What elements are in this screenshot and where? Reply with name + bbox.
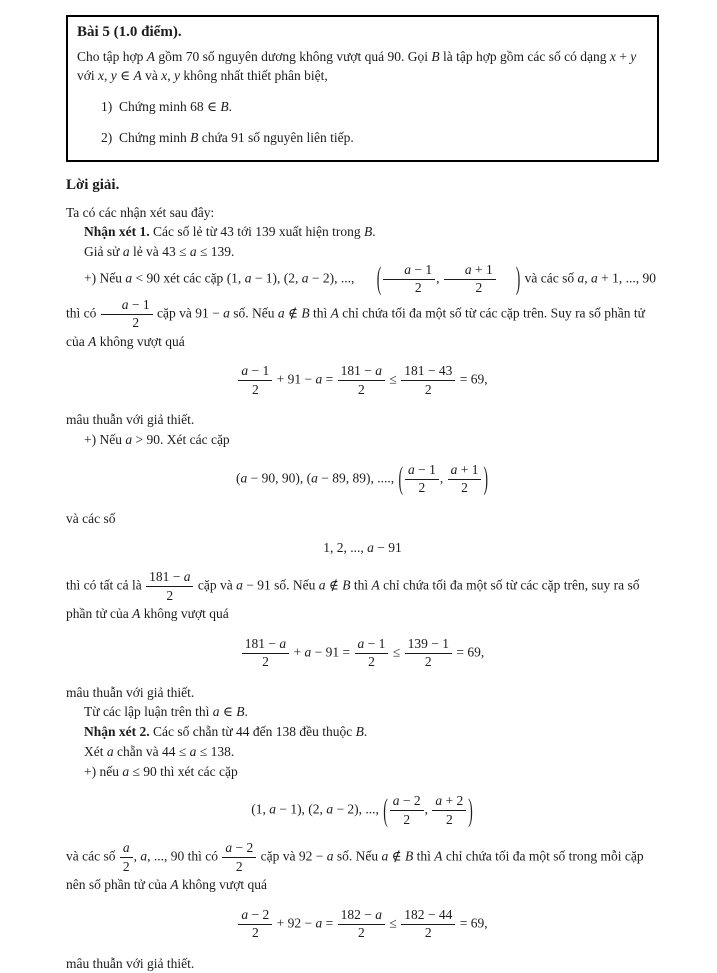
text-run: .	[372, 224, 376, 240]
math-run: 92 − a	[298, 848, 334, 864]
paragraph	[66, 242, 659, 262]
paragraph	[66, 683, 659, 703]
math-run: + 92 − a =	[273, 915, 337, 931]
fraction	[400, 907, 456, 942]
big-paren: )	[515, 260, 521, 297]
text-run: chỉ chứa tối đa một số trong mỗi cặp nên số phần tử của	[66, 848, 644, 893]
math-run: a	[122, 244, 130, 260]
fraction-numerator: a − 1	[355, 636, 389, 654]
problem-box	[66, 15, 659, 162]
paragraph	[66, 569, 659, 624]
math-run: B	[190, 130, 199, 146]
math-run: = 69,	[452, 644, 485, 660]
paragraph	[66, 702, 659, 722]
text-run: .	[228, 99, 232, 115]
fraction-numerator: 139 − 1	[405, 636, 452, 654]
math-run: B	[431, 49, 440, 64]
fraction-denominator: 2	[424, 654, 432, 670]
paragraph	[66, 762, 659, 782]
text-run: Cho tập hợp	[77, 49, 147, 64]
fraction	[241, 636, 290, 671]
fraction-numerator: a − 2	[238, 907, 272, 925]
math-run: a > 90	[125, 431, 160, 447]
fraction	[119, 840, 134, 875]
text-run: thì	[350, 577, 372, 593]
text-run: với	[77, 68, 99, 84]
fraction-denominator: 2	[122, 858, 130, 874]
text-run: .	[230, 743, 235, 759]
text-run: cặp và	[153, 305, 196, 321]
fraction-denominator: 2	[461, 480, 468, 496]
fraction	[404, 462, 440, 497]
fraction	[337, 363, 386, 398]
text-run: .	[363, 724, 368, 740]
math-run: A	[88, 333, 97, 349]
fraction-numerator: a − 1	[101, 297, 153, 315]
fraction-numerator: a + 1	[444, 262, 496, 280]
text-run: không vượt quá	[178, 877, 267, 893]
text-run: +) Nếu	[84, 431, 126, 447]
text-run: xét các cặp	[159, 270, 227, 286]
fraction-denominator: 2	[414, 280, 422, 296]
math-run: 43 ≤ a ≤ 139	[162, 244, 232, 260]
display-equation	[66, 636, 659, 671]
math-run: (1, a − 1), (2, a − 2), ...,	[226, 270, 358, 286]
math-run: = 69,	[456, 371, 488, 387]
problem-item	[101, 128, 647, 147]
math-run: 91 − a	[195, 305, 230, 321]
fraction-numerator: 182 − 44	[401, 907, 455, 925]
display-equation	[66, 793, 659, 828]
math-run: a ∈ B	[212, 704, 245, 720]
math-run: a − 91	[236, 577, 271, 593]
math-run: + 91 − a =	[273, 371, 337, 387]
paragraph	[66, 430, 659, 450]
text-run: +) nếu	[84, 763, 123, 779]
fraction-numerator: a − 1	[383, 262, 435, 280]
fraction	[354, 636, 390, 671]
text-run: mâu thuẫn với giả thiết.	[66, 412, 195, 428]
fraction-numerator: a − 1	[405, 462, 439, 480]
fraction-numerator: 181 − a	[242, 636, 289, 654]
text-run: gồm 70 số nguyên dương không vượt quá 90. Gọi	[155, 49, 432, 64]
fraction-denominator: 2	[251, 925, 259, 941]
text-run: lẻ và	[129, 244, 163, 260]
fraction-numerator: a − 2	[390, 793, 424, 811]
text-run: thì có tất cả là	[66, 577, 146, 593]
paragraph	[66, 410, 659, 430]
math-run: ≤	[389, 644, 404, 660]
text-run: Xét	[84, 743, 107, 759]
fraction-numerator: 182 − a	[338, 907, 385, 925]
text-run: và các số	[66, 848, 119, 864]
math-run: a	[106, 743, 114, 759]
fraction	[100, 297, 154, 332]
text-run: và các số	[521, 270, 578, 286]
fraction-numerator: 181 − a	[338, 363, 385, 381]
fraction-denominator: 2	[262, 654, 269, 670]
fraction-denominator: 2	[357, 381, 365, 397]
display-equation	[66, 907, 659, 942]
fraction	[443, 262, 497, 297]
fraction-numerator: a + 2	[432, 793, 466, 811]
text-run: số. Nếu	[333, 848, 382, 864]
text-run: không vượt quá	[140, 606, 229, 622]
math-run: a ∉ B	[318, 577, 351, 593]
text-run: cặp và	[194, 577, 237, 593]
math-run: A	[146, 49, 156, 64]
fraction	[382, 262, 436, 297]
math-run: ≤	[386, 371, 401, 387]
display-equation	[66, 462, 659, 497]
text-run: .	[244, 704, 248, 720]
math-run: B	[363, 224, 373, 240]
math-run: B	[355, 724, 364, 740]
fraction-denominator: 2	[132, 315, 140, 331]
fraction-denominator: 2	[251, 381, 259, 397]
math-run: A	[434, 848, 443, 864]
bold-run: Nhận xét 1.	[84, 224, 150, 240]
fraction-denominator: 2	[424, 925, 432, 941]
text-run: và các số	[66, 510, 116, 526]
fraction	[237, 363, 273, 398]
paragraph	[66, 722, 659, 742]
problem-items	[77, 97, 647, 147]
text-run: cặp và	[257, 848, 299, 864]
fraction-denominator: 2	[235, 858, 243, 874]
solution-heading: Lời giải.	[66, 176, 120, 193]
fraction	[431, 793, 467, 828]
fraction	[400, 363, 456, 398]
display-equation	[66, 540, 659, 557]
math-run: ,	[424, 801, 432, 817]
text-run: 2) Chứng minh	[101, 130, 191, 146]
text-run: và	[141, 68, 162, 84]
math-run: ≤	[386, 915, 401, 931]
text-run: chứa 91 số nguyên liên tiếp.	[198, 130, 354, 146]
display-equation	[66, 363, 659, 398]
math-run: 1, 2, ..., a − 91	[323, 540, 402, 556]
math-run: = 69,	[456, 915, 488, 931]
fraction-denominator: 2	[166, 587, 174, 603]
math-run: 44 ≤ a ≤ 138	[161, 743, 231, 759]
text-run: số. Nếu	[229, 305, 278, 321]
text-run: Giả sử	[84, 244, 123, 260]
problem-intro	[77, 47, 647, 85]
text-run: không nhất thiết phân biệt,	[180, 68, 328, 84]
fraction-numerator: a + 1	[448, 462, 482, 480]
text-run: Các số chẵn từ 44 đến 138 đều thuộc	[149, 724, 356, 740]
fraction	[237, 907, 273, 942]
math-run: a ≤ 90	[122, 763, 157, 779]
big-paren: )	[468, 792, 473, 828]
fraction-denominator: 2	[357, 925, 365, 941]
math-run: , a, ..., 90	[133, 848, 185, 864]
paragraph	[66, 840, 659, 895]
math-run: + a − 91 =	[290, 644, 354, 660]
text-run: chỉ chứa tối đa một số từ các cặp trên, suy ra số phần tử của	[66, 577, 640, 622]
math-run: ,	[436, 270, 443, 286]
big-paren: )	[483, 460, 488, 497]
fraction-numerator: a	[120, 840, 133, 858]
text-run: thì	[309, 305, 331, 321]
math-run: (1, a − 1), (2, a − 2), ...,	[251, 801, 383, 817]
fraction-denominator: 2	[445, 811, 453, 827]
math-run: x, y	[161, 68, 181, 84]
problem-item	[101, 97, 647, 116]
text-run: Từ các lập luận trên thì	[84, 704, 213, 720]
paragraph	[66, 222, 659, 242]
math-run: a < 90	[125, 270, 160, 286]
fraction-denominator: 2	[475, 280, 483, 296]
fraction-numerator: 181 − a	[146, 569, 193, 587]
fraction	[447, 462, 483, 497]
fraction-numerator: 181 − 43	[401, 363, 455, 381]
math-run: x, y ∈ A	[98, 68, 142, 84]
text-run: số. Nếu	[270, 577, 319, 593]
fraction-numerator: a − 2	[222, 840, 256, 858]
math-run: A	[371, 577, 380, 593]
solution-blocks	[66, 203, 659, 973]
text-run: mâu thuẫn với giả thiết.	[66, 684, 195, 700]
text-run: mâu thuẫn với giả thiết.	[66, 955, 195, 971]
text-run: thì có	[66, 305, 100, 321]
text-run: Ta có các nhận xét sau đây:	[66, 204, 215, 220]
math-run: ,	[439, 470, 447, 486]
math-run: A	[132, 606, 141, 622]
fraction-numerator: a − 1	[238, 363, 272, 381]
text-run: là tập hợp gồm các số có dạng	[439, 49, 610, 64]
math-run: a, a + 1, ..., 90	[577, 270, 657, 286]
text-run: Các số lẻ từ 43 tới 139 xuất hiện trong	[149, 224, 364, 240]
text-run: thì	[413, 848, 435, 864]
text-run: . Xét các cặp	[159, 431, 230, 447]
math-run: A	[170, 877, 179, 893]
math-run: (a − 90, 90), (a − 89, 89), ....,	[236, 470, 398, 486]
fraction-denominator: 2	[403, 811, 411, 827]
text-run: chẵn và	[113, 743, 162, 759]
text-run: 1) Chứng minh	[101, 99, 191, 115]
fraction	[337, 907, 386, 942]
fraction	[221, 840, 257, 875]
math-run: A	[330, 305, 339, 321]
text-run: thì xét các cặp	[156, 763, 238, 779]
paragraph	[66, 509, 659, 529]
text-run: chỉ chứa tối đa một số từ các cặp trên. Suy ra số phần tử của	[66, 305, 645, 349]
paragraph	[66, 742, 659, 762]
paragraph	[66, 262, 659, 352]
text-run: +) Nếu	[84, 270, 126, 286]
big-paren: (	[376, 260, 382, 297]
big-paren: (	[398, 460, 403, 497]
bold-run: Nhận xét 2.	[84, 724, 150, 740]
fraction-denominator: 2	[368, 654, 375, 670]
big-paren: (	[383, 792, 388, 828]
fraction-denominator: 2	[424, 381, 432, 397]
fraction-denominator: 2	[418, 480, 426, 496]
paragraph	[66, 203, 659, 223]
text-run: thì có	[184, 848, 222, 864]
problem-title: Bài 5 (1.0 điểm).	[77, 24, 182, 40]
paragraph	[66, 954, 659, 973]
math-run: a ∉ B	[277, 305, 310, 321]
fraction	[389, 793, 425, 828]
math-run: a ∉ B	[381, 848, 414, 864]
math-run: x + y	[609, 49, 637, 64]
fraction	[404, 636, 453, 671]
fraction	[145, 569, 194, 604]
text-run: .	[231, 244, 235, 260]
math-run: 68 ∈ B	[190, 99, 229, 115]
text-run: không vượt quá	[96, 333, 185, 349]
